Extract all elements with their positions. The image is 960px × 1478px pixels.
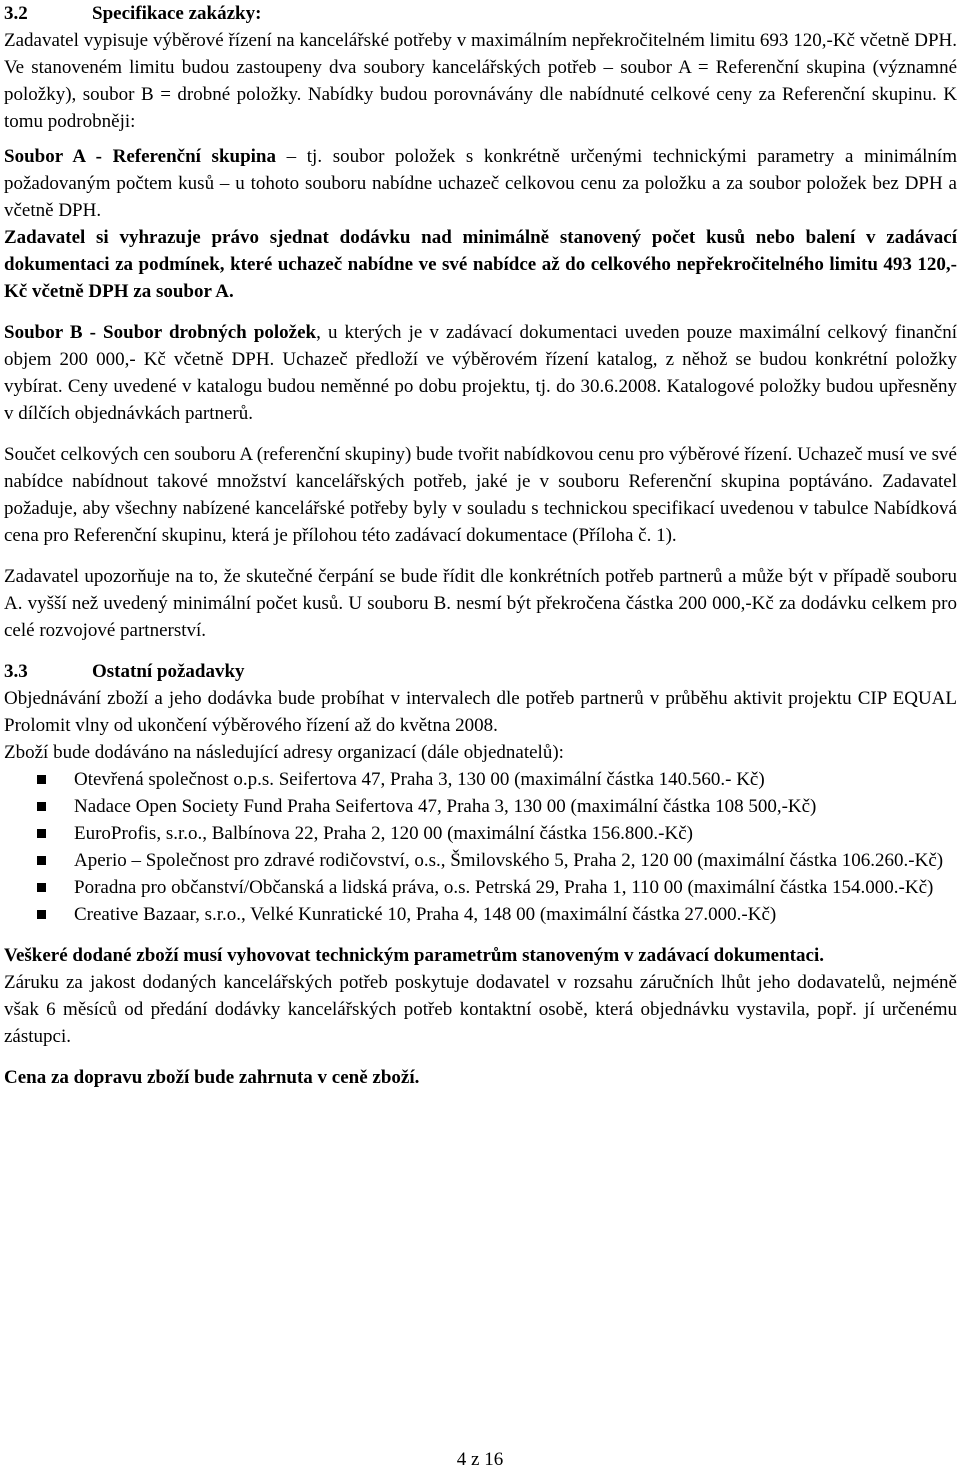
list-item: Creative Bazaar, s.r.o., Velké Kunratické 10, Praha 4, 148 00 (maximální částka 27.000.-Kč) (4, 901, 957, 928)
paragraph-soucet: Součet celkových cen souboru A (referenční skupiny) bude tvořit nabídkovou cenu pro výběrové řízení. Uchazeč musí ve své nabídce nabídnout takové množství kancelářských potřeb, jaké je v souboru Referenční skupina poptáváno. Zadavatel požaduje, aby všechny nabízené kancelářské potřeby byly v souladu s technickou specifikací uvedenou v tabulce Nabídková cena pro Referenční skupinu, která je přílohou této zadávací dokumentace (Příloha č. 1). (4, 444, 957, 546)
square-bullet-icon (37, 829, 46, 838)
square-bullet-icon (37, 775, 46, 784)
soubor-b-label: Soubor B - Soubor drobných položek (4, 322, 317, 343)
square-bullet-icon (37, 856, 46, 865)
list-item: Poradna pro občanství/Občanská a lidská práva, o.s. Petrská 29, Praha 1, 110 00 (maximální částka 154.000.-Kč) (4, 874, 957, 901)
section-heading-3-2 (4, 0, 957, 27)
paragraph-soubor-a-reservation: Zadavatel si vyhrazuje právo sjednat dodávku nad minimálně stanovený počet kusů nebo balení v zadávací dokumentaci za podmínek, které uchazeč nabídne ve své nabídce až do celkového nepřekročitelného limitu 493 120,-Kč včetně DPH za soubor A. (4, 227, 957, 302)
paragraph-zaruka: Záruku za jakost dodaných kancelářských potřeb poskytuje dodavatel v rozsahu záručních lhůt jeho dodavatelů, nejméně však 6 měsíců od předání dodávky kancelářských potřeb kontaktní osobě, která objednávku vystavila, popř. jí určenému zástupci. (4, 972, 957, 1047)
section-title: Ostatní požadavky (92, 661, 245, 682)
address-list (4, 766, 957, 928)
paragraph-upozornuje: Zadavatel upozorňuje na to, že skutečné čerpání se bude řídit dle konkrétních potřeb partnerů a může být v případě souboru A. vyšší než uvedený minimální počet kusů. U souboru B. nesmí být překročena částka 200 000,-Kč za dodávku celkem pro celé rozvojové partnerství. (4, 566, 957, 641)
section-heading-3-3 (4, 658, 957, 685)
list-item: Otevřená společnost o.p.s. Seifertova 47, Praha 3, 130 00 (maximální částka 140.560.- Kč) (4, 766, 957, 793)
paragraph-veskere-zbozi: Veškeré dodané zboží musí vyhovovat technickým parametrům stanoveným v zadávací dokumentaci. (4, 945, 824, 966)
page-number: 4 z 16 (456, 1449, 504, 1470)
soubor-a-label: Soubor A - Referenční skupina (4, 146, 276, 167)
list-item: EuroProfis, s.r.o., Balbínova 22, Praha 2, 120 00 (maximální částka 156.800.-Kč) (4, 820, 957, 847)
paragraph-soubor-a (4, 143, 957, 224)
section-number: 3.2 (4, 3, 28, 24)
square-bullet-icon (37, 883, 46, 892)
soubor-a-text: – tj. soubor položek s konkrétně určenými technickými parametry a minimálním požadovaným počtem kusů – u tohoto souboru nabídne uchazeč celkovou cenu za položku a za soubor položek bez DPH a včetně DPH. (4, 146, 957, 221)
section-number: 3.3 (4, 661, 28, 682)
paragraph-adresy-intro: Zboží bude dodáváno na následující adresy organizací (dále objednatelů): (4, 742, 564, 763)
list-item: Aperio – Společnost pro zdravé rodičovství, o.s., Šmilovského 5, Praha 2, 120 00 (maximální částka 106.260.-Kč) (4, 847, 957, 874)
paragraph-soubor-b (4, 319, 957, 427)
soubor-b-text: , u kterých je v zadávací dokumentaci uveden pouze maximální celkový finanční objem 200 000,- Kč včetně DPH. Uchazeč předloží ve výběrovém řízení katalog, z něhož se budou konkrétní položky vybírat. Ceny uvedené v katalogu budou neměnné po dobu projektu, tj. do 30.6.2008. Katalogové položky budou upřesněny v dílčích objednávkách partnerů. (4, 322, 958, 424)
paragraph-cena-dopravy: Cena za dopravu zboží bude zahrnuta v ceně zboží. (4, 1067, 420, 1088)
section-title: Specifikace zakázky: (92, 3, 262, 24)
paragraph-objednavani: Objednávání zboží a jeho dodávka bude probíhat v intervalech dle potřeb partnerů v průběhu aktivit projektu CIP EQUAL Prolomit vlny od ukončení výběrového řízení až do května 2008. (4, 688, 957, 736)
paragraph-limit: Zadavatel vypisuje výběrové řízení na kancelářské potřeby v maximálním nepřekročitelném limitu 693 120,-Kč včetně DPH. Ve stanoveném limitu budou zastoupeny dva soubory kancelářských potřeb – soubor A = Referenční skupina (významné položky), soubor B = drobné položky. Nabídky budou porovnávány dle nabídnuté celkové ceny za Referenční skupinu. K tomu podrobněji: (4, 30, 957, 132)
square-bullet-icon (37, 802, 46, 811)
square-bullet-icon (37, 910, 46, 919)
list-item: Nadace Open Society Fund Praha Seifertova 47, Praha 3, 130 00 (maximální částka 108 500,-Kč) (4, 793, 957, 820)
document-content (4, 0, 957, 1091)
